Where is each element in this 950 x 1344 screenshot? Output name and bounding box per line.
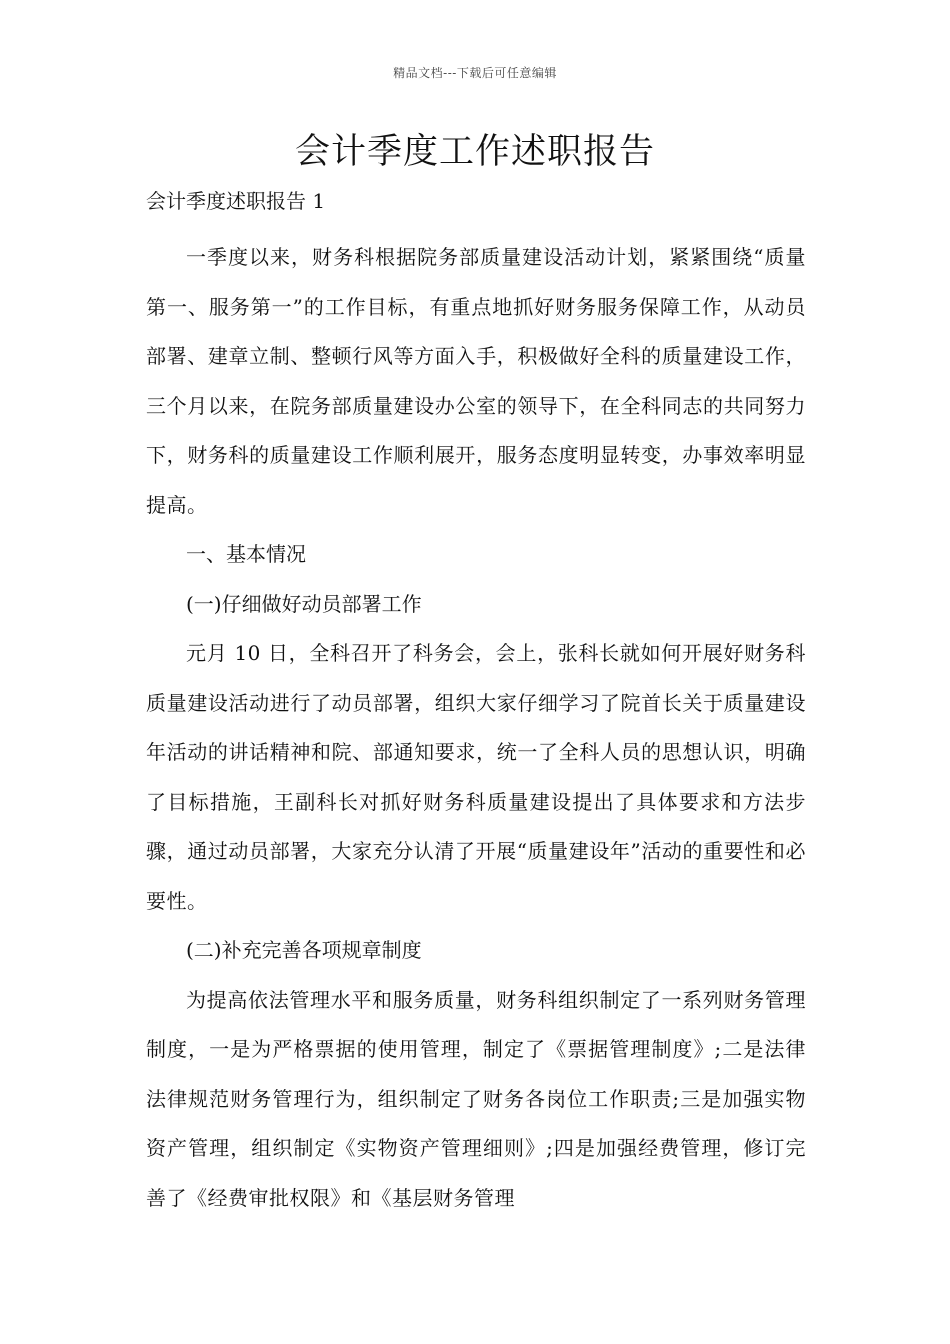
subsection-heading-regulations: (二)补充完善各项规章制度 bbox=[186, 938, 422, 962]
section-heading-basic-situation: 一、基本情况 bbox=[186, 542, 306, 566]
header-watermark: 精品文档---下载后可任意编辑 bbox=[393, 66, 557, 80]
body-paragraph-intro: 一季度以来，财务科根据院务部质量建设活动计划，紧紧围绕“质量第一、服务第一”的工作目标，有重点地抓好财务服务保障工作，从动员部署、建章立制、整顿行风等方面入手，积极做好全科的质量建设工作，三个月以来，在院务部质量建设办公室的领导下，在全科同志的共同努力下，财务科的质量建设工作顺利展开，服务态度明显转变，办事效率明显提高。 bbox=[146, 245, 806, 517]
document-subtitle: 会计季度述职报告 1 bbox=[146, 189, 326, 213]
body-paragraph-mobilization: 元月 10 日，全科召开了科务会，会上，张科长就如何开展好财务科质量建设活动进行了动员部署，组织大家仔细学习了院首长关于质量建设年活动的讲话精神和院、部通知要求，统一了全科人员的思想认识，明确了目标措施，王副科长对抓好财务科质量建设提出了具体要求和方法步骤，通过动员部署，大家充分认清了开展“质量建设年”活动的重要性和必要性。 bbox=[146, 641, 806, 913]
document-title: 会计季度工作述职报告 bbox=[294, 132, 655, 172]
document-body bbox=[146, 233, 806, 1223]
body-paragraph-regulations: 为提高依法管理水平和服务质量，财务科组织制定了一系列财务管理制度，一是为严格票据的使用管理，制定了《票据管理制度》;二是法律法律规范财务管理行为，组织制定了财务各岗位工作职责;三是加强实物资产管理，组织制定《实物资产管理细则》;四是加强经费管理，修订完善了《经费审批权限》和《基层财务管理 bbox=[146, 987, 806, 1210]
subsection-heading-mobilization: (一)仔细做好动员部署工作 bbox=[186, 591, 422, 616]
